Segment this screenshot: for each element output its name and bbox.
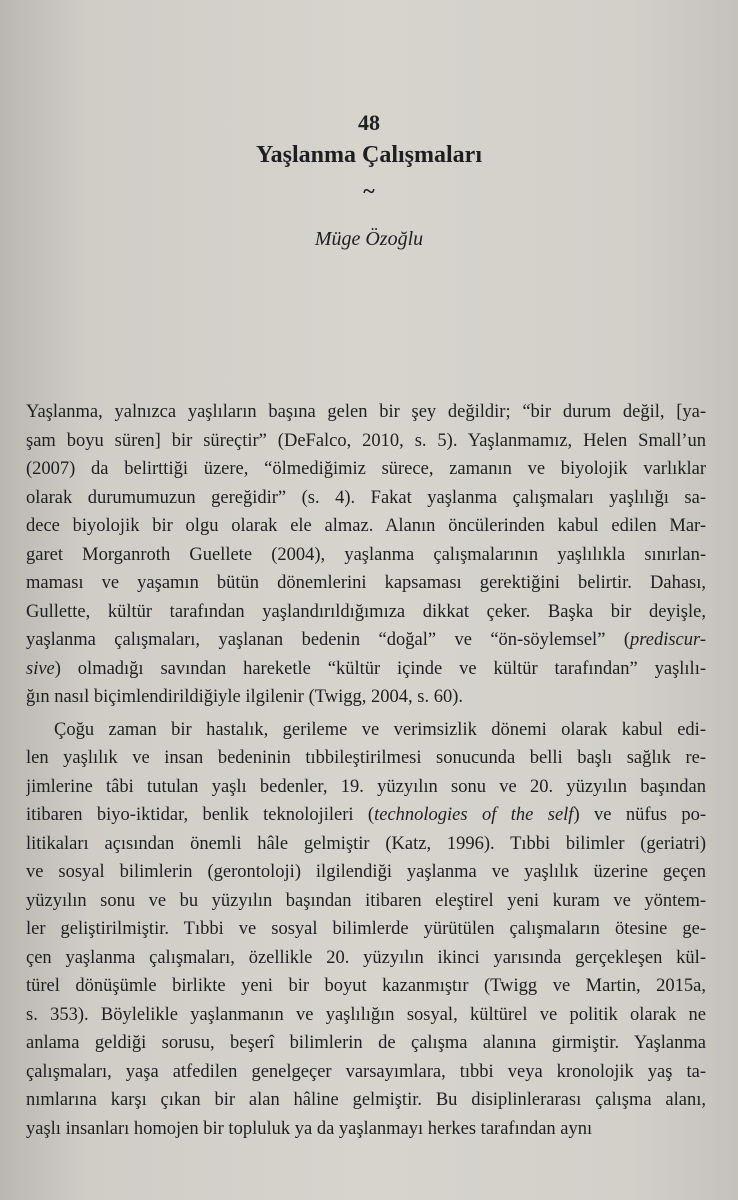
text-line: jimlerine tâbi tutulan yaşlı bedenler, 19. yüzyılın sonu ve 20. yüzyılın başından [26, 776, 706, 797]
chapter-number: 48 [358, 110, 380, 135]
text-line: anlama geldiği sorusu, beşerî bilimlerin de çalışma alanına girmiştir. Yaşlanma [26, 1033, 706, 1053]
text-line: yaşlanma çalışmaları, yaşlanan bedenin “doğal” ve “ön-söylemsel” (prediscur- [26, 630, 706, 650]
text-line: Çoğu zaman bir hastalık, gerileme ve verimsizlik dönemi olarak kabul edi- [54, 719, 706, 740]
text-line: len yaşlılık ve insan bedeninin tıbbileştirilmesi sonucunda belli başlı sağlık re- [26, 748, 706, 768]
text-line: ler geliştirilmiştir. Tıbbi ve sosyal bilimlerde yürütülen çalışmaların ötesine ge- [26, 919, 706, 939]
tilde-ornament-icon: ~ [363, 178, 375, 203]
paragraph-2 [26, 716, 706, 1144]
text-line: ve sosyal bilimlerin (gerontoloji) ilgilendiği yaşlanma ve yaşlılık üzerine geçen [26, 862, 706, 882]
text-line: çen yaşlanma çalışmaları, özellikle 20. yüzyılın ikinci yarısında gerçekleşen kül- [26, 947, 706, 968]
text-line: çalışmaları, yaşa atfedilen genelgeçer varsayımlara, tıbbi veya kronolojik yaş ta- [26, 1061, 706, 1082]
text-line: nımlarına karşı çıkan bir alan hâline gelmiştir. Bu disiplinlerarası çalışma alanı, [26, 1090, 706, 1110]
text-line: sive) olmadığı savından hareketle “kültür içinde ve kültür tarafından” yaşlılı- [26, 658, 706, 679]
paragraph-1 [26, 398, 706, 712]
text-line: itibaren biyo-iktidar, benlik teknolojileri (technologies of the self) ve nüfus po- [26, 805, 706, 825]
text-line: dece biyolojik bir olgu olarak ele almaz. Alanın öncülerinden kabul edilen Mar- [26, 516, 706, 536]
text-line: şam boyu süren] bir süreçtir” (DeFalco, 2010, s. 5). Yaşlanmamız, Helen Small’un [26, 430, 706, 451]
text-line: olarak durumumuzun gereğidir” (s. 4). Fakat yaşlanma çalışmaları yaşlılığı sa- [26, 487, 706, 508]
chapter-author: Müge Özoğlu [314, 228, 424, 250]
text-line: litikaları açısından önemli hâle gelmiştir (Katz, 1996). Tıbbi bilimler (geriatri) [26, 833, 706, 854]
body-text [26, 398, 706, 1143]
text-line: (2007) da belirttiği üzere, “ölmediğimiz sürece, zamanın ve biyolojik varlıklar [26, 459, 706, 479]
chapter-title: Yaşlanma Çalışmaları [255, 142, 482, 168]
text-line: s. 353). Böylelikle yaşlanmanın ve yaşlılığın sosyal, kültürel ve politik olarak ne [26, 1004, 706, 1025]
text-line: garet Morganroth Guellete (2004), yaşlanma çalışmalarının yaşlılıkla sınırlan- [26, 544, 706, 565]
text-line: türel dönüşümle birlikte yeni bir boyut kazanmıştır (Twigg ve Martin, 2015a, [26, 976, 706, 996]
text-line: yüzyılın sonu ve bu yüzyılın başından itibaren eleştirel yeni kuram ve yöntem- [26, 890, 706, 911]
text-line: maması ve yaşamın bütün dönemlerini kapsaması gerektiğini belirtir. Dahası, [26, 573, 706, 593]
text-line: ğın nasıl biçimlendirildiğiyle ilgilenir (Twigg, 2004, s. 60). [26, 687, 463, 707]
text-line: Yaşlanma, yalnızca yaşlıların başına gelen bir şey değildir; “bir durum değil, [ya- [26, 402, 706, 422]
text-line: yaşlı insanları homojen bir topluluk ya da yaşlanmayı herkes tarafından aynı [26, 1118, 593, 1139]
text-line: Gullette, kültür tarafından yaşlandırıldığımıza dikkat çeker. Başka bir deyişle, [26, 601, 706, 622]
